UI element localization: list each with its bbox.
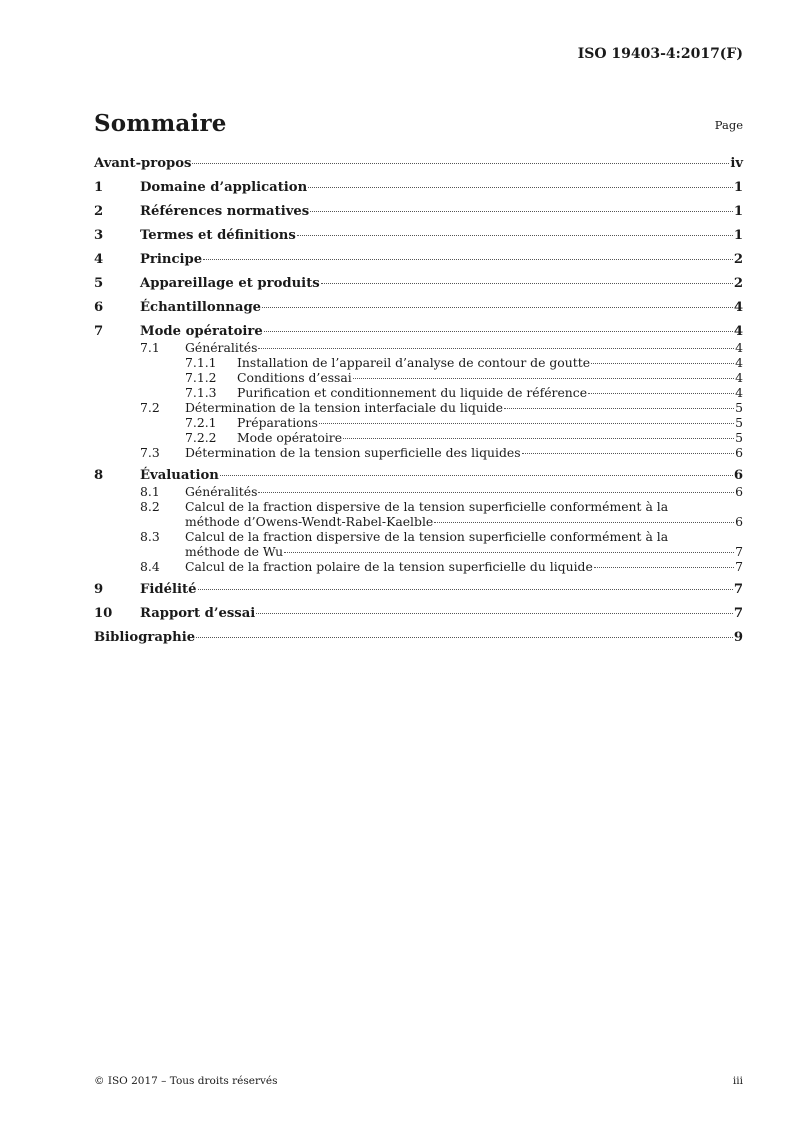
toc-entry-page: iv	[730, 156, 743, 171]
toc-entry-title: Rapport d’essai	[140, 606, 256, 621]
toc-entry-page: 5	[735, 415, 743, 430]
toc-entry-page: 1	[733, 204, 743, 219]
dot-leader	[256, 613, 733, 614]
toc-entry[interactable]	[94, 629, 743, 646]
toc-entry-title: Échantillonnage	[140, 300, 262, 315]
toc-entry[interactable]	[94, 251, 743, 268]
toc-entry-number: 7.2.1	[185, 415, 217, 430]
dot-leader	[594, 567, 734, 568]
dot-leader	[258, 348, 734, 349]
toc-entry-page: 6	[735, 445, 743, 460]
toc-subentry[interactable]	[94, 499, 743, 529]
toc-subentry[interactable]	[94, 415, 743, 430]
toc-entry-title-continued: méthode d’Owens-Wendt-Rabel-Kaelble	[185, 514, 434, 529]
toc-entry-page: 7	[735, 559, 743, 574]
toc-entry-number: 8	[94, 468, 104, 483]
toc-entry[interactable]	[94, 323, 743, 340]
toc-entry-title: Termes et définitions	[140, 228, 296, 243]
toc-entry-number: 5	[94, 276, 104, 291]
document-code: ISO 19403-4:2017(F)	[577, 46, 743, 62]
toc-entry-number: 7.3	[140, 445, 160, 460]
toc-entry-title: Purification et conditionnement du liquide de référence	[237, 385, 588, 400]
dot-leader	[258, 492, 734, 493]
toc-entry-page: 7	[733, 606, 743, 621]
toc-entry-title: Domaine d’application	[140, 180, 308, 195]
dot-leader	[284, 552, 734, 553]
toc-entry-title: Calcul de la fraction polaire de la tension superficielle du liquide	[185, 559, 593, 574]
toc-entry-number: 7.2.2	[185, 430, 217, 445]
toc-subentry[interactable]	[94, 385, 743, 400]
table-of-contents	[94, 155, 743, 646]
toc-entry-number: 8.1	[140, 484, 160, 499]
toc-subentry[interactable]	[94, 445, 743, 460]
toc-entry-page: 7	[735, 544, 743, 559]
toc-entry-number: 7.1.3	[185, 385, 217, 400]
toc-entry-title: Références normatives	[140, 204, 310, 219]
toc-entry-number: 7.1	[140, 340, 160, 355]
toc-entry-number: 7.1.2	[185, 370, 217, 385]
dot-leader	[434, 522, 734, 523]
toc-entry-number: 1	[94, 180, 104, 195]
toc-entry-number: 8.2	[140, 499, 160, 514]
toc-entry-number: 2	[94, 204, 104, 219]
toc-entry[interactable]	[94, 275, 743, 292]
dot-leader	[522, 453, 735, 454]
dot-leader	[297, 235, 733, 236]
page-number: iii	[732, 1075, 743, 1087]
dot-leader	[591, 363, 734, 364]
dot-leader	[308, 187, 733, 188]
toc-entry-title: Évaluation	[140, 468, 219, 483]
toc-entry-page: 1	[733, 228, 743, 243]
toc-entry-title: Avant-propos	[94, 156, 192, 171]
toc-entry[interactable]	[94, 605, 743, 622]
toc-entry-number: 6	[94, 300, 104, 315]
toc-entry-page: 5	[735, 400, 743, 415]
toc-entry-title: Détermination de la tension superficielle des liquides	[185, 445, 521, 460]
toc-subentry[interactable]	[94, 529, 743, 559]
toc-entry-title: Préparations	[237, 415, 318, 430]
toc-entry-page: 2	[733, 252, 743, 267]
toc-entry-title: Généralités	[185, 484, 258, 499]
dot-leader	[588, 393, 734, 394]
toc-entry[interactable]	[94, 155, 743, 172]
toc-entry[interactable]	[94, 179, 743, 196]
toc-entry-number: 7	[94, 324, 104, 339]
toc-subentry[interactable]	[94, 430, 743, 445]
toc-entry-title: Appareillage et produits	[140, 276, 320, 291]
toc-entry-page: 6	[735, 484, 743, 499]
dot-leader	[321, 283, 733, 284]
dot-leader	[319, 423, 734, 424]
toc-title: Sommaire	[94, 110, 227, 137]
toc-entry-number: 7.1.1	[185, 355, 217, 370]
toc-entry-title: Calcul de la fraction dispersive de la tension superficielle conformément à la	[185, 529, 669, 544]
dot-leader	[203, 259, 733, 260]
toc-entry-number: 3	[94, 228, 104, 243]
toc-subentry[interactable]	[94, 355, 743, 370]
toc-entry-page: 4	[735, 385, 743, 400]
toc-entry-number: 9	[94, 582, 104, 597]
toc-entry-title: Principe	[140, 252, 203, 267]
toc-entry-page: 6	[733, 468, 743, 483]
copyright-notice: © ISO 2017 – Tous droits réservés	[94, 1075, 278, 1087]
dot-leader	[262, 307, 733, 308]
dot-leader	[264, 331, 733, 332]
toc-entry-number: 4	[94, 252, 104, 267]
toc-entry-page: 1	[733, 180, 743, 195]
toc-entry-title-continued: méthode de Wu	[185, 544, 284, 559]
toc-entry-page: 4	[735, 340, 743, 355]
toc-entry-number: 7.2	[140, 400, 160, 415]
dot-leader	[220, 475, 733, 476]
dot-leader	[310, 211, 733, 212]
dot-leader	[343, 438, 734, 439]
toc-entry-title: Installation de l’appareil d’analyse de contour de goutte	[237, 355, 591, 370]
toc-entry-page: 9	[733, 630, 743, 645]
toc-entry-number: 8.4	[140, 559, 160, 574]
toc-entry-title: Calcul de la fraction dispersive de la tension superficielle conformément à la	[185, 499, 669, 514]
toc-entry[interactable]	[94, 203, 743, 220]
toc-entry[interactable]	[94, 467, 743, 484]
dot-leader	[504, 408, 734, 409]
dot-leader	[196, 637, 733, 638]
toc-entry[interactable]	[94, 299, 743, 316]
toc-entry[interactable]	[94, 227, 743, 244]
toc-entry-title: Généralités	[185, 340, 258, 355]
toc-entry-page: 4	[733, 324, 743, 339]
toc-entry-page: 7	[733, 582, 743, 597]
toc-entry-page: 6	[735, 514, 743, 529]
toc-entry-title: Mode opératoire	[237, 430, 343, 445]
dot-leader	[192, 163, 729, 164]
toc-entry-page: 5	[735, 430, 743, 445]
toc-entry-page: 4	[735, 355, 743, 370]
toc-subentry[interactable]	[94, 484, 743, 499]
toc-subentry[interactable]	[94, 340, 743, 355]
page-column-label: Page	[714, 118, 743, 132]
toc-entry-title: Fidélité	[140, 582, 197, 597]
toc-subentry[interactable]	[94, 370, 743, 385]
toc-entry-page: 4	[733, 300, 743, 315]
toc-entry-title: Conditions d’essai	[237, 370, 352, 385]
toc-subentry[interactable]	[94, 400, 743, 415]
dot-leader	[353, 378, 734, 379]
toc-entry-title: Détermination de la tension interfaciale du liquide	[185, 400, 503, 415]
toc-entry-page: 4	[735, 370, 743, 385]
toc-subentry[interactable]	[94, 559, 743, 574]
toc-entry-page: 2	[733, 276, 743, 291]
toc-entry-number: 8.3	[140, 529, 160, 544]
toc-entry-number: 10	[94, 606, 113, 621]
toc-entry-title: Bibliographie	[94, 630, 196, 645]
toc-entry-title: Mode opératoire	[140, 324, 263, 339]
toc-entry[interactable]	[94, 581, 743, 598]
dot-leader	[198, 589, 733, 590]
